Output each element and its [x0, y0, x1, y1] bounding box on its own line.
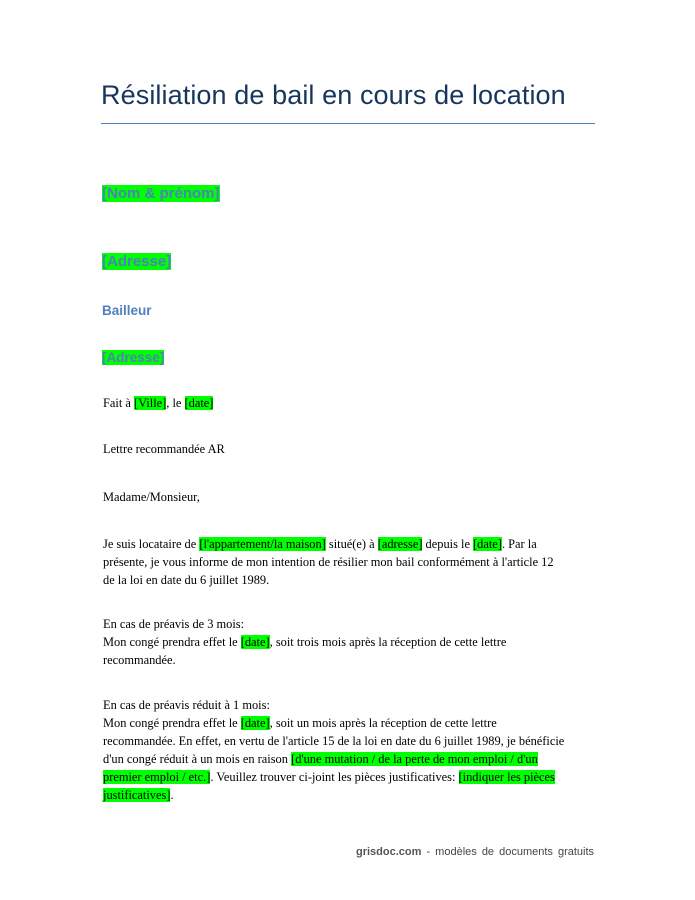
- date-placeholder: [date]: [240, 716, 270, 730]
- paragraph-line: présente, je vous informe de mon intention de résilier mon bail conformément à l'article 12: [103, 555, 554, 569]
- paragraph-line: recommandée. En effet, en vertu de l'article 15 de la loi en date du 6 juillet 1989, je bénéficie: [103, 734, 565, 748]
- text-run: depuis le: [422, 537, 474, 551]
- sender-address-field: [102, 253, 171, 270]
- documents-placeholder: [indiquer les pièces: [458, 770, 555, 784]
- paragraph-tenancy: [103, 535, 595, 589]
- text-run: Je suis locataire de: [103, 537, 200, 551]
- paragraph-line: [103, 750, 595, 768]
- text-run: Mon congé prendra effet le: [103, 716, 241, 730]
- text-run: situé(e) à: [325, 537, 378, 551]
- date-placeholder: [date]: [240, 635, 270, 649]
- paragraph-heading: En cas de préavis réduit à 1 mois:: [103, 698, 270, 712]
- paragraph-heading: En cas de préavis de 3 mois:: [103, 617, 245, 631]
- text-run: Mon congé prendra effet le: [103, 635, 241, 649]
- footer-site-link[interactable]: grisdoc.com: [356, 846, 422, 858]
- text-run: . Veuillez trouver ci-joint les pièces justificatives:: [210, 770, 459, 784]
- footer-tagline: - modèles de documents gratuits: [421, 846, 595, 858]
- document-title: Résiliation de bail en cours de location: [101, 80, 566, 110]
- mail-type: Lettre recommandée AR: [103, 442, 225, 456]
- recipient-address-field: [102, 350, 164, 365]
- salutation: Madame/Monsieur,: [103, 490, 200, 504]
- text-run: . Par la: [501, 537, 537, 551]
- reason-placeholder: [d'une mutation / de la perte de mon emploi / d'un: [291, 752, 538, 766]
- paragraph-notice-3-months: [103, 615, 595, 669]
- paragraph-notice-1-month: [103, 696, 595, 804]
- documents-placeholder: justificatives]: [103, 788, 171, 802]
- city-placeholder: [Ville]: [133, 396, 167, 410]
- paragraph-line: [103, 714, 595, 732]
- title-underline: [101, 123, 595, 124]
- address-placeholder: [adresse]: [377, 537, 423, 551]
- date-placeholder: [date]: [184, 396, 214, 410]
- paragraph-line: de la loi en date du 6 juillet 1989.: [103, 573, 270, 587]
- text-run: d'un congé réduit à un mois en raison: [103, 752, 292, 766]
- paragraph-line: [103, 768, 595, 786]
- recipient-address-placeholder: [Adresse]: [102, 350, 165, 365]
- sender-name-field: [102, 185, 220, 202]
- place-date-prefix: Fait à: [103, 396, 134, 410]
- paragraph-line: recommandée.: [103, 653, 176, 667]
- text-run: , soit un mois après la réception de cette lettre: [269, 716, 497, 730]
- text-run: , soit trois mois après la réception de cette lettre: [269, 635, 507, 649]
- reason-placeholder: premier emploi / etc.]: [103, 770, 211, 784]
- paragraph-line: [103, 633, 595, 651]
- sender-name-placeholder: [Nom & prénom]: [102, 185, 220, 202]
- sender-address-placeholder: [Adresse]: [102, 253, 172, 270]
- paragraph-line: [103, 786, 595, 804]
- recipient-label: Bailleur: [102, 303, 152, 318]
- date-placeholder: [date]: [473, 537, 502, 551]
- place-date-separator: , le: [166, 396, 185, 410]
- dwelling-placeholder: [l'appartement/la maison]: [199, 537, 326, 551]
- footer: [356, 846, 594, 858]
- paragraph-line: [103, 535, 595, 553]
- text-run: .: [170, 788, 174, 802]
- place-date-line: [103, 394, 595, 412]
